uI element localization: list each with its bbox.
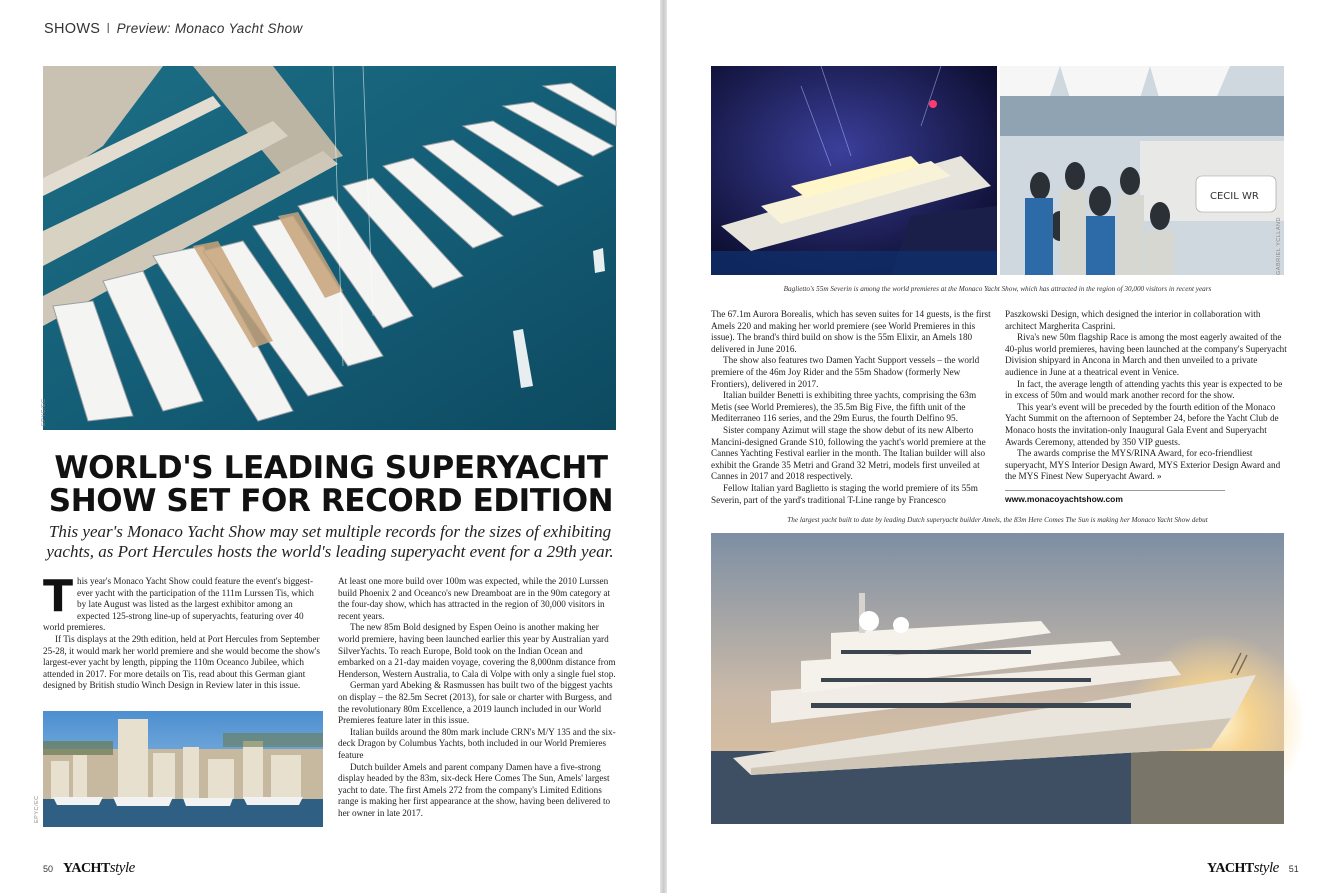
right-column-1 (711, 309, 993, 506)
aerial-marina-photo (43, 66, 616, 430)
show-website-link[interactable]: www.monacoyachtshow.com (1005, 494, 1123, 504)
headline (36, 452, 626, 518)
show-visitors-photo (1000, 66, 1284, 275)
photo-credit-aerial: EPYC/EC (41, 398, 47, 426)
left-column-2 (338, 576, 618, 819)
headline-line-2: SHOW SET FOR RECORD EDITION (48, 483, 614, 519)
photo-credit-people: GABRIEL YCLLAND (1276, 217, 1282, 275)
section-separator: I (106, 21, 111, 37)
paragraph: The 67.1m Aurora Borealis, which has seven suites for 14 guests, is the first Amels 220 and making her world premiere (see World Premieres in this issue). The brand's third build on show is the 55m Elixir, an Amels 180 delivered in June 2016. (711, 309, 991, 354)
headline-line-1: WORLD'S LEADING SUPERYACHT (54, 450, 608, 486)
sunset-yacht-illustration (711, 533, 1284, 824)
aerial-marina-illustration (43, 66, 616, 430)
folio-right (1207, 860, 1299, 877)
standfirst: This year's Monaco Yacht Show may set multiple records for the sizes of exhibiting yachts, as Port Hercules hosts the world's leading superyacht event for a 29th year. (46, 522, 614, 561)
left-column-1 (43, 571, 325, 692)
page-number-right: 51 (1288, 863, 1299, 874)
here-comes-the-sun-photo (711, 533, 1284, 824)
right-page (667, 0, 1327, 893)
folio-left (43, 860, 135, 877)
photo-credit-harbour: EPYC/EC (34, 795, 40, 823)
paragraph: The new 85m Bold designed by Espen Oeino is another making her world premiere, having been launched earlier this year by Australian yard SilverYachts. To reach Europe, Bold took on the Indian Ocean and embarked on a 21-day maiden voyage, covering the 8,000nm distance from Henderson, Western Australia, to Cala di Volpe with only a single fuel stop. (338, 622, 616, 679)
caption-bottom: The largest yacht built to date by leading Dutch superyacht builder Amels, the 83m Here Comes The Sun is making her Monaco Yacht Show debut (787, 516, 1208, 524)
paragraph: Fellow Italian yard Baglietto is staging the world premiere of its 55m Severin, part of the yard's traditional T-Line range by Francesco (711, 482, 978, 505)
night-yacht-illustration (711, 66, 997, 275)
severin-night-photo (711, 66, 997, 275)
paragraph: Dutch builder Amels and parent company Damen have a five-strong display headed by the 83m, six-deck Here Comes The Sun, Amels' largest yacht to date. The first Amels 272 from the company's Limited Editions range is making her first appearance at the show, having been delivered to her owner in late 2017. (338, 761, 611, 818)
section-header (44, 21, 303, 37)
paragraph: Italian builder Benetti is exhibiting three yachts, comprising the 63m Metis (see World Premieres), the 35.5m Big Five, the fifth unit of the Mediterraneo 116 series, and the 29m Eurus, the fourth Delfino 95. (711, 390, 977, 424)
svg-text:CECIL WR: CECIL WR (1210, 191, 1259, 202)
section-subtitle: Preview: Monaco Yacht Show (116, 21, 303, 36)
paragraph: This year's Monaco Yacht Show could feature the event's biggest-ever yacht with the participation of the 111m Lurssen Tis, which by late August was listed as the largest exhibitor among an expected 125-strong line-up of superyachts, featuring over 40 world premieres. (43, 571, 314, 633)
paragraph: The awards comprise the MYS/RINA Award, for eco-friendliest superyacht, MYS Interior Design Award, MYS Exterior Design Award and the MYS Finest New Superyacht Award. » (1005, 448, 1281, 482)
right-column-2 (1005, 309, 1287, 483)
page-number-left: 50 (43, 863, 54, 874)
paragraph: In fact, the average length of attending yachts this year is expected to be in excess of 50m and would mark another record for the show. (1005, 378, 1283, 401)
paragraph: Riva's new 50m flagship Race is among the most eagerly awaited of the 40-plus world premieres, having been launched at the company's Superyacht Division shipyard in Ancona in March and then unveiled to a private audience in June at a theatrical event in Venice. (1005, 332, 1287, 377)
paragraph: Paszkowski Design, which designed the interior in collaboration with architect Margherita Casprini. (1005, 309, 1261, 331)
url-divider (1005, 490, 1225, 491)
spine-gutter (660, 0, 667, 893)
left-page (0, 0, 660, 893)
paragraph: At least one more build over 100m was expected, while the 2010 Lurssen build Phoenix 2 and Oceanco's new Dreamboat are in the 90m category at the four-day show, which has attracted in the region of 30,000 visitors in recent years. (338, 576, 611, 621)
magazine-logo: YACHTstyle (1207, 860, 1279, 876)
paragraph: If Tis displays at the 29th edition, held at Port Hercules from September 25-28, it would mark her world premiere and she would become the show's largest-ever yacht by length, pipping the 110m Oceanco Jubilee, which attended in 2017. For more details on Tis, read about this German giant designed by British studio Winch Design in Review later in this issue. (43, 633, 320, 691)
paragraph: German yard Abeking & Rasmussen has built two of the biggest yachts on display – the 82.5m Secret (2013), for sale or charter with Burgess, and the revolutionary 80m Excellence, a 2019 launch included in our World Premieres feature later in this issue. (338, 680, 613, 726)
paragraph: This year's event will be preceded by the fourth edition of the Monaco Yacht Summit on the afternoon of September 24, before the Yacht Club de Monaco hosts the invitation-only Inaugural Gala Event and Superyacht Awards Ceremony, attended by 350 VIP guests. (1005, 401, 1279, 447)
harbour-illustration (43, 711, 323, 827)
drop-cap: T (43, 571, 74, 622)
paragraph: Sister company Azimut will stage the show debut of its new Alberto Mancini-designed Grande S10, following the yacht's world premiere at the Cannes Yachting Festival earlier in the month. The Italian builder will also exhibit the Grande 35 Metri and Grand 32 Metri, models first unveiled at Cannes in 2017 and 2018 respectively. (711, 424, 986, 482)
caption-top: Baglietto's 55m Severin is among the world premieres at the Monaco Yacht Show, which has attracted in the region of 30,000 visitors in recent years (783, 285, 1212, 293)
crowd-illustration (1000, 66, 1284, 275)
section-label: SHOWS (44, 21, 101, 37)
monaco-harbour-photo (34, 711, 323, 827)
magazine-logo: YACHTstyle (63, 860, 135, 876)
paragraph: Italian builds around the 80m mark include CRN's M/Y 135 and the six-deck Dragon by Columbus Yachts, both included in our World Premieres feature (338, 726, 616, 760)
paragraph: The show also features two Damen Yacht Support vessels – the world premiere of the 46m Joy Rider and the 55m Shadow (formerly New Frontiers), delivered in 2017. (711, 355, 980, 389)
